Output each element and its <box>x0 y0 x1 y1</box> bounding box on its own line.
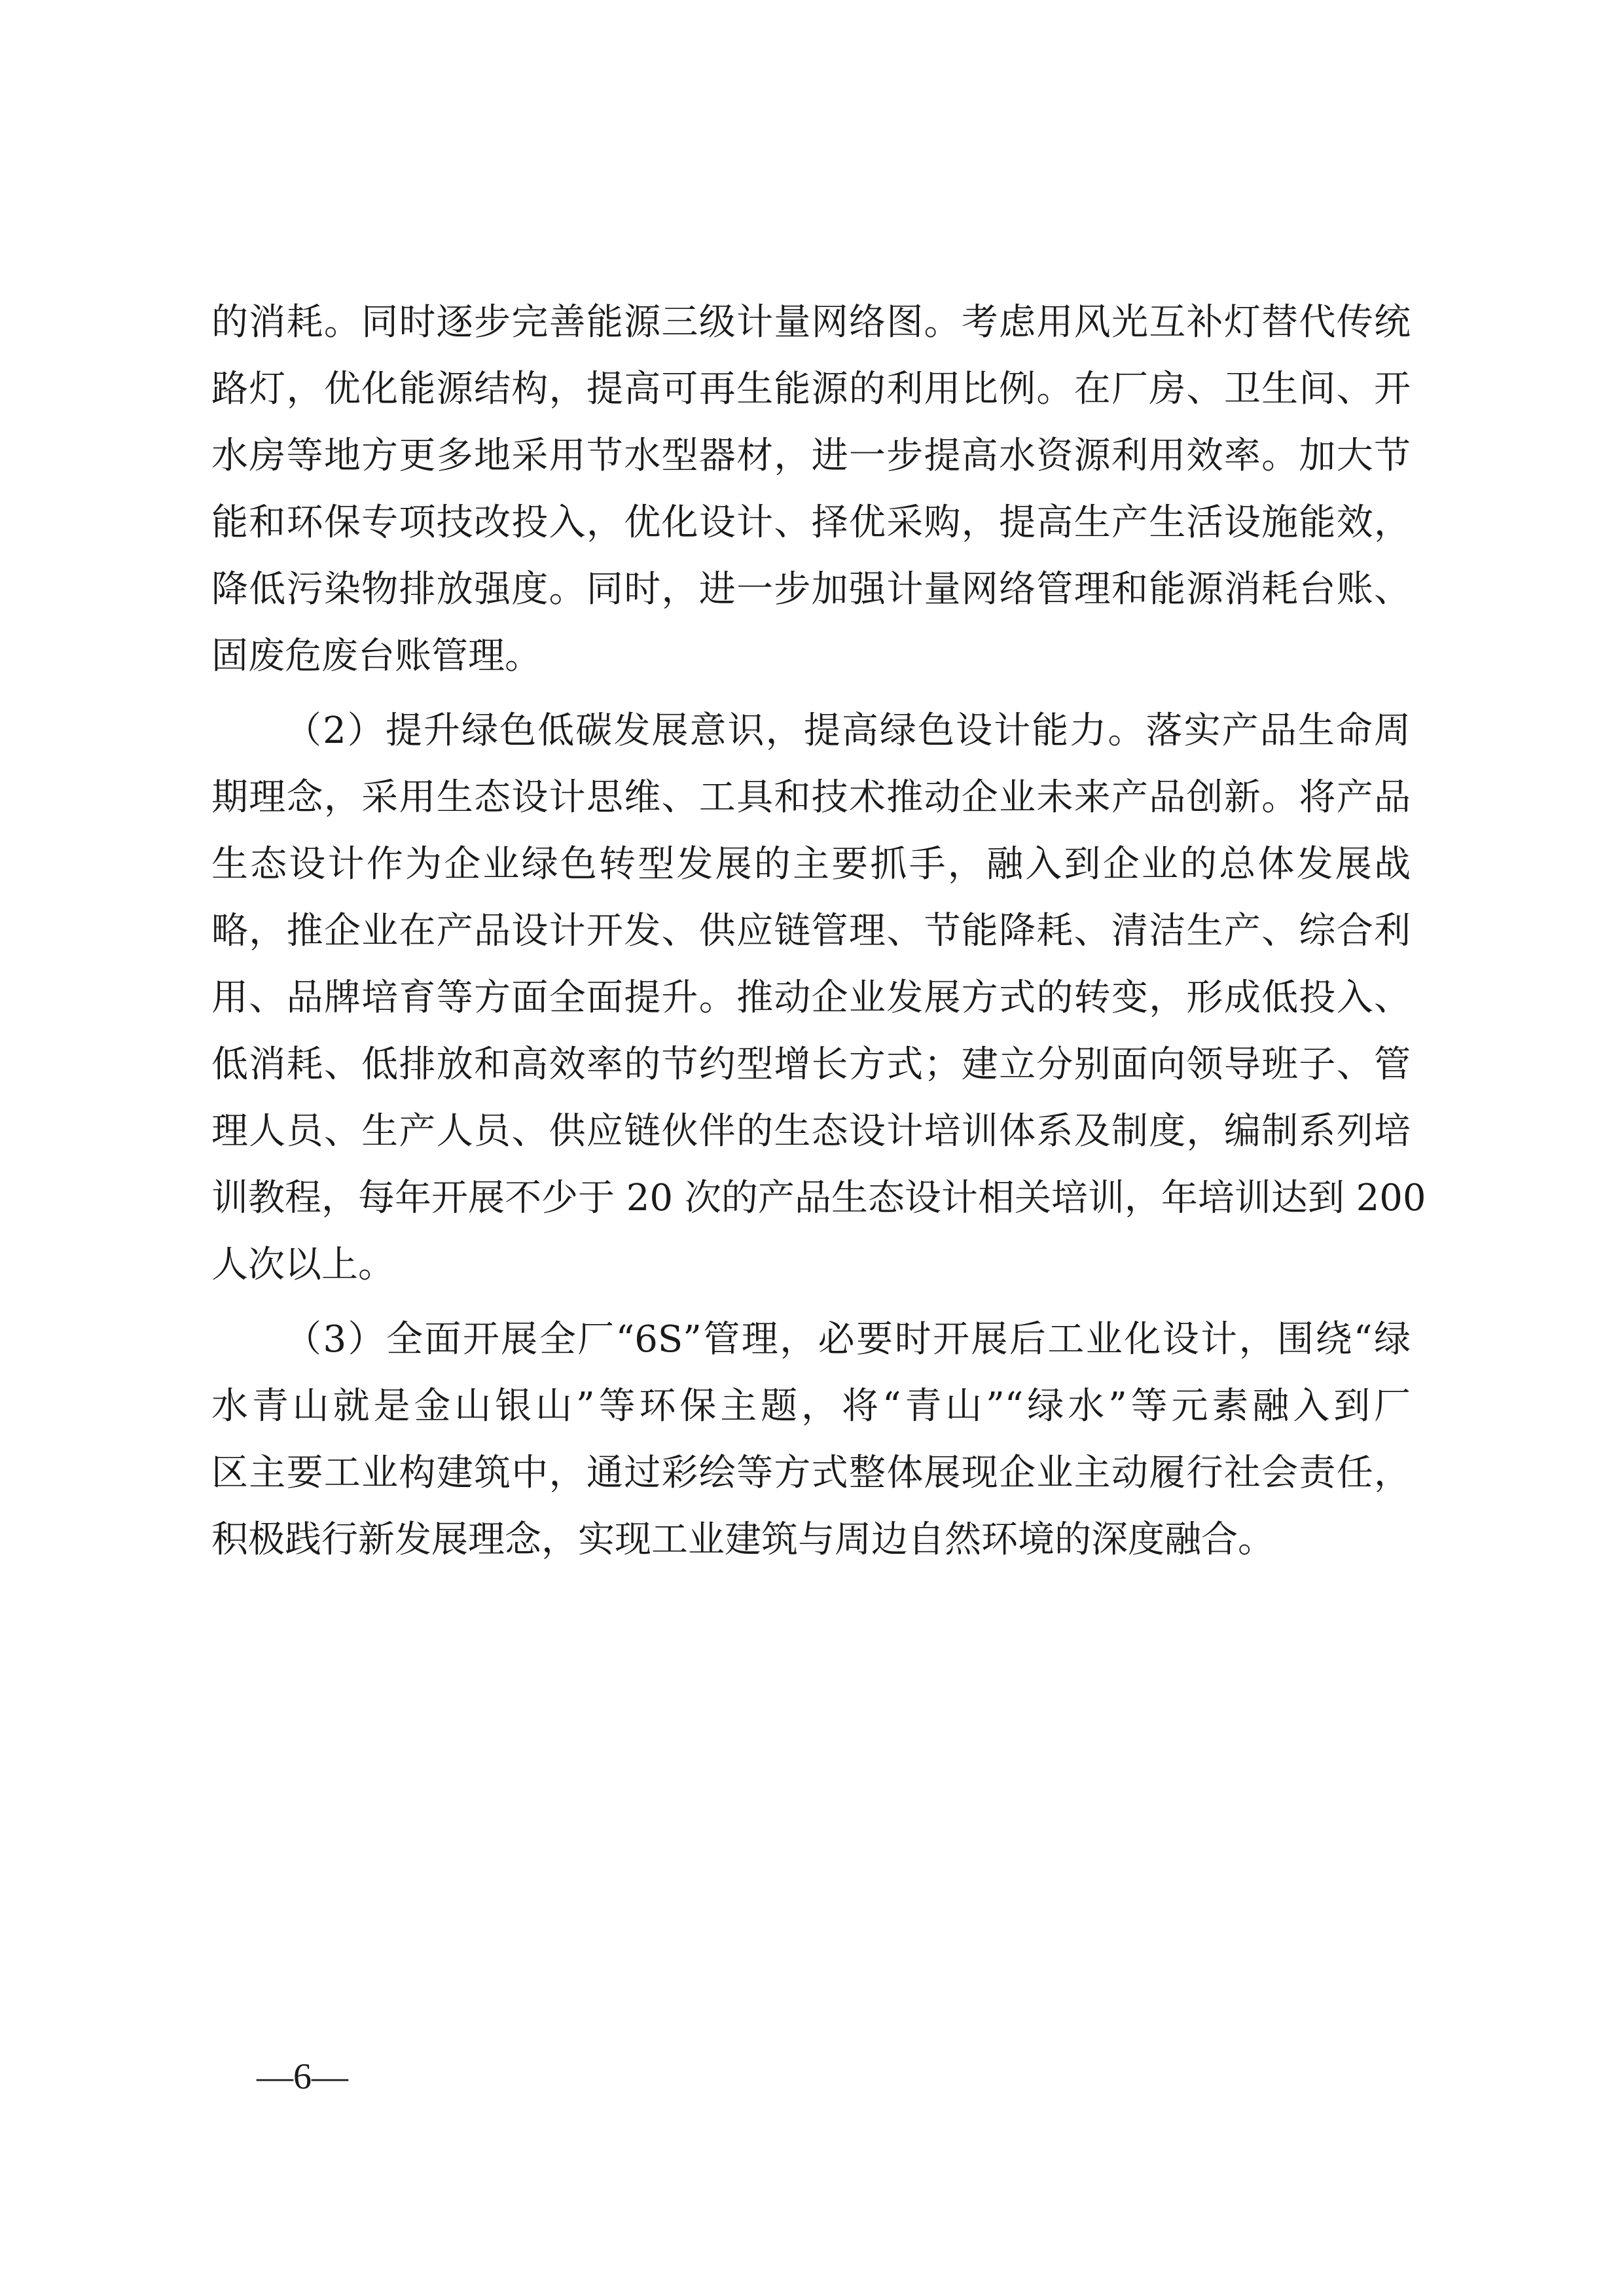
text-line: （2）提升绿色低碳发展意识，提高绿色设计能力。落实产品生命周 <box>285 709 1411 752</box>
page-number: —6— <box>257 2056 348 2097</box>
text-line: 期理念，采用生态设计思维、工具和技术推动企业未来产品创新。将产品 <box>211 776 1411 819</box>
text-line: 训教程，每年开展不少于 20 次的产品生态设计相关培训，年培训达到 200 <box>211 1177 1426 1219</box>
text-line: 能和环保专项技改投入，优化设计、择优采购，提高生产生活设施能效， <box>211 501 1411 544</box>
text-line: 生态设计作为企业绿色转型发展的主要抓手，融入到企业的总体发展战 <box>211 843 1411 886</box>
text-line: 低消耗、低排放和高效率的节约型增长方式；建立分别面向领导班子、管 <box>211 1043 1411 1086</box>
text-line: 的消耗。同时逐步完善能源三级计量网络图。考虑用风光互补灯替代传统 <box>211 301 1411 344</box>
text-line: 水房等地方更多地采用节水型器材，进一步提高水资源利用效率。加大节 <box>211 435 1411 477</box>
text-line: 水青山就是金山银山”等环保主题，将“青山”“绿水”等元素融入到厂 <box>211 1385 1411 1427</box>
paragraph-1 <box>211 289 1411 690</box>
paragraph-2 <box>211 698 1426 1299</box>
text-line: 人次以上。 <box>211 1244 395 1286</box>
text-line: 积极践行新发展理念，实现工业建筑与周边自然环境的深度融合。 <box>211 1518 1274 1561</box>
text-line: （3）全面开展全厂“6S”管理，必要时开展后工业化设计，围绕“绿 <box>285 1318 1411 1361</box>
text-line: 降低污染物排放强度。同时，进一步加强计量网络管理和能源消耗台账、 <box>211 568 1411 611</box>
text-line: 固废危废台账管理。 <box>211 635 541 677</box>
text-line: 略，推企业在产品设计开发、供应链管理、节能降耗、清洁生产、综合利 <box>211 910 1411 952</box>
text-line: 路灯，优化能源结构，提高可再生能源的利用比例。在厂房、卫生间、开 <box>211 368 1411 410</box>
text-line: 区主要工业构建筑中，通过彩绘等方式整体展现企业主动履行社会责任， <box>211 1452 1411 1494</box>
paragraph-3 <box>211 1306 1411 1573</box>
text-line: 用、品牌培育等方面全面提升。推动企业发展方式的转变，形成低投入、 <box>211 977 1411 1019</box>
text-line: 理人员、生产人员、供应链伙伴的生态设计培训体系及制度，编制系列培 <box>211 1110 1411 1153</box>
body-text <box>211 289 1426 1573</box>
